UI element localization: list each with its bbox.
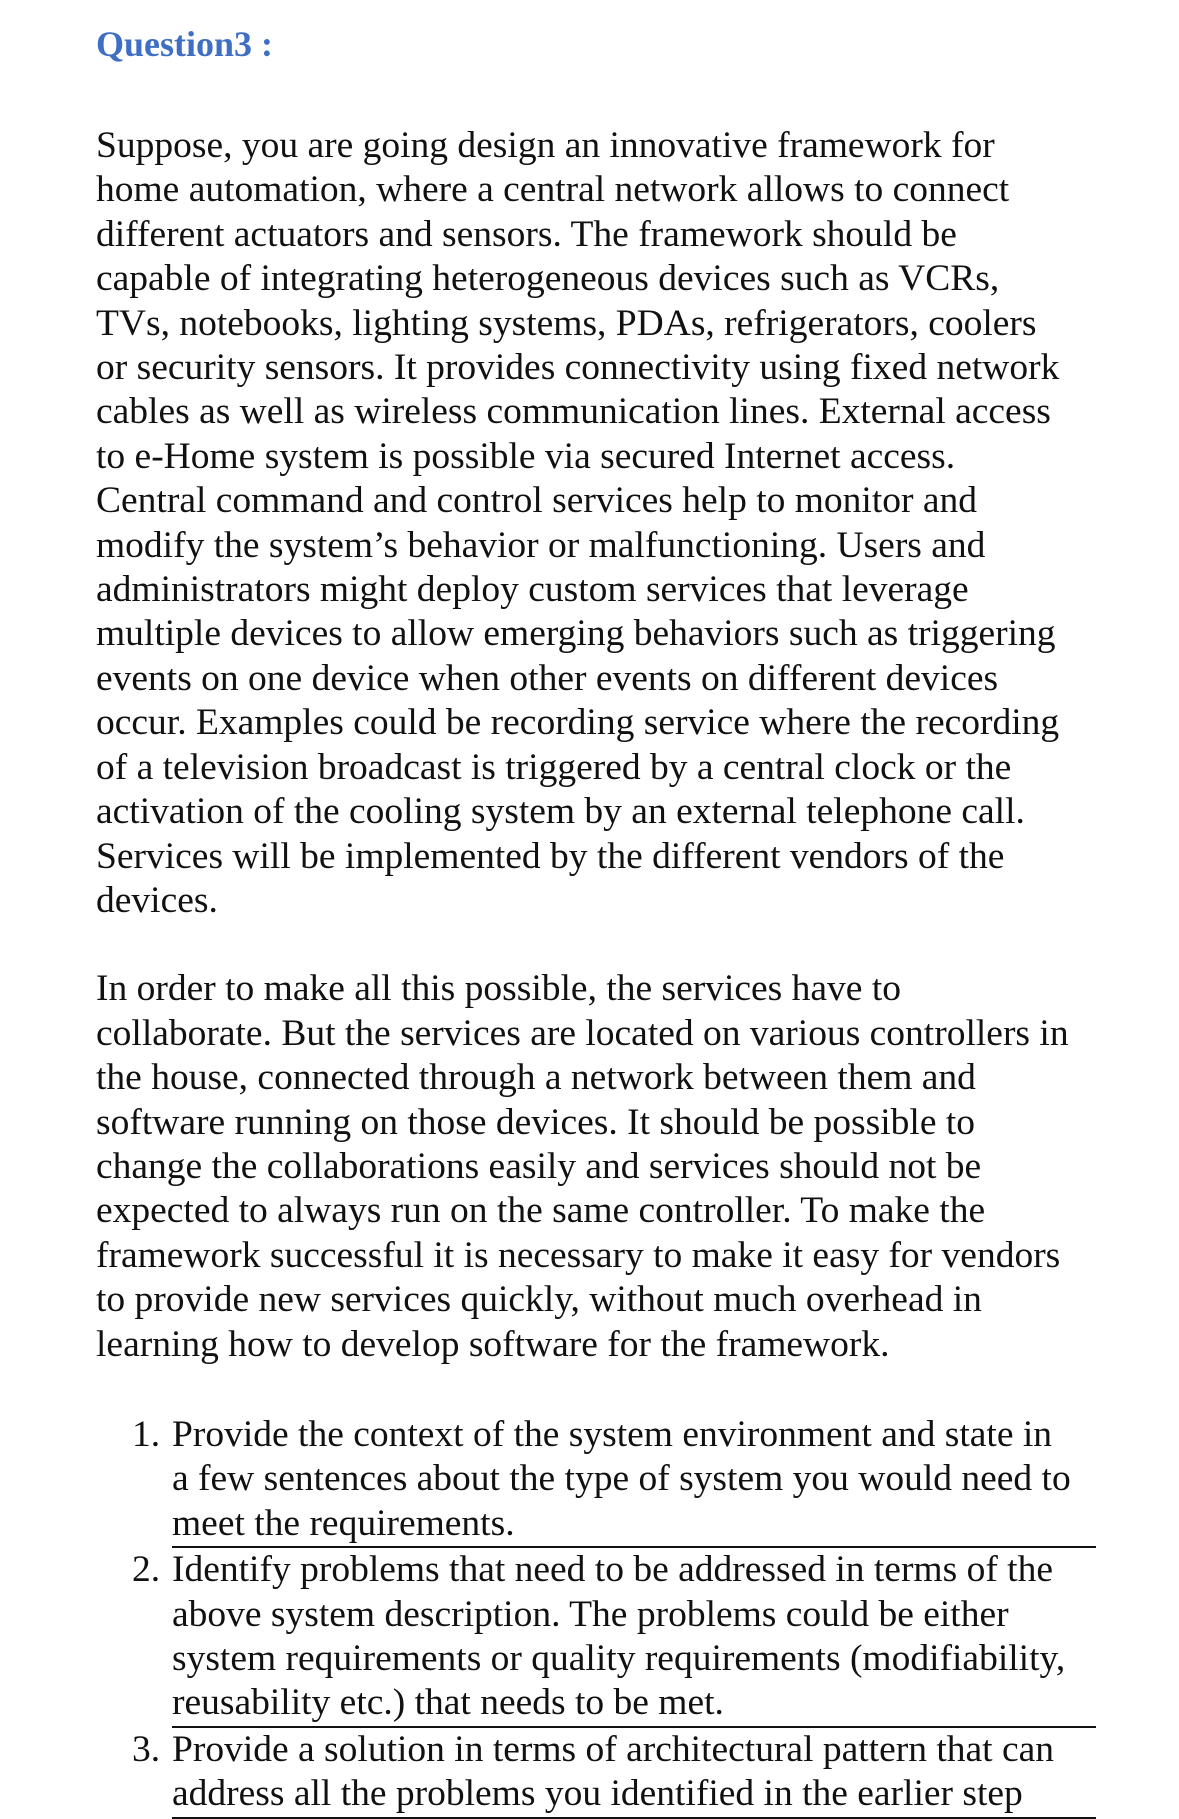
task-list [96,1413,1096,1819]
scenario-paragraph: Suppose, you are going design an innovative framework for home automation, where a central network allows to connect different actuators and sensors. The framework should be capable of integrating heterogeneous devices such as VCRs, TVs, notebooks, lighting systems, PDAs, refrigerators, coolers or security sensors. It provides connectivity using fixed network cables as well as wireless communication lines. External access to e-Home system is possible via secured Internet access. Central command and control services help to monitor and modify the system’s behavior or malfunctioning. Users and administrators might deploy custom services that leverage multiple devices to allow emerging behaviors such as triggering events on one device when other events on different devices occur. Examples could be recording service where the recording of a television broadcast is triggered by a central clock or the activation of the cooling system by an external telephone call. Services will be implemented by the different vendors of the devices. [96,125,1060,921]
task-text: Identify problems that need to be addressed in terms of the above system description. The problems could be either system requirements or quality requirements (modifiability, reusability etc.) that needs to be met. [172,1548,1096,1728]
requirements-paragraph: In order to make all this possible, the services have to collaborate. But the services are located on various controllers in the house, connected through a network between them and software running on those devices. It should be possible to change the collaborations easily and services should not be expected to always run on the same controller. To make the framework successful it is necessary to make it easy for vendors to provide new services quickly, without much overhead in learning how to develop software for the framework. [96,968,1069,1365]
task-item [96,1548,1096,1728]
task-number: 2. [132,1549,161,1591]
task-text: Provide the context of the system environment and state in a few sentences about the type of system you would need to meet the requirements. [172,1413,1096,1548]
task-text: Provide a solution in terms of architectural pattern that can address all the problems you identified in the earlier step [172,1728,1096,1819]
task-item [96,1413,1096,1548]
task-item [96,1728,1096,1819]
task-number: 1. [132,1413,161,1455]
question-title: Question3 : [96,24,274,64]
task-number: 3. [132,1728,161,1770]
question-document [96,18,1096,1819]
